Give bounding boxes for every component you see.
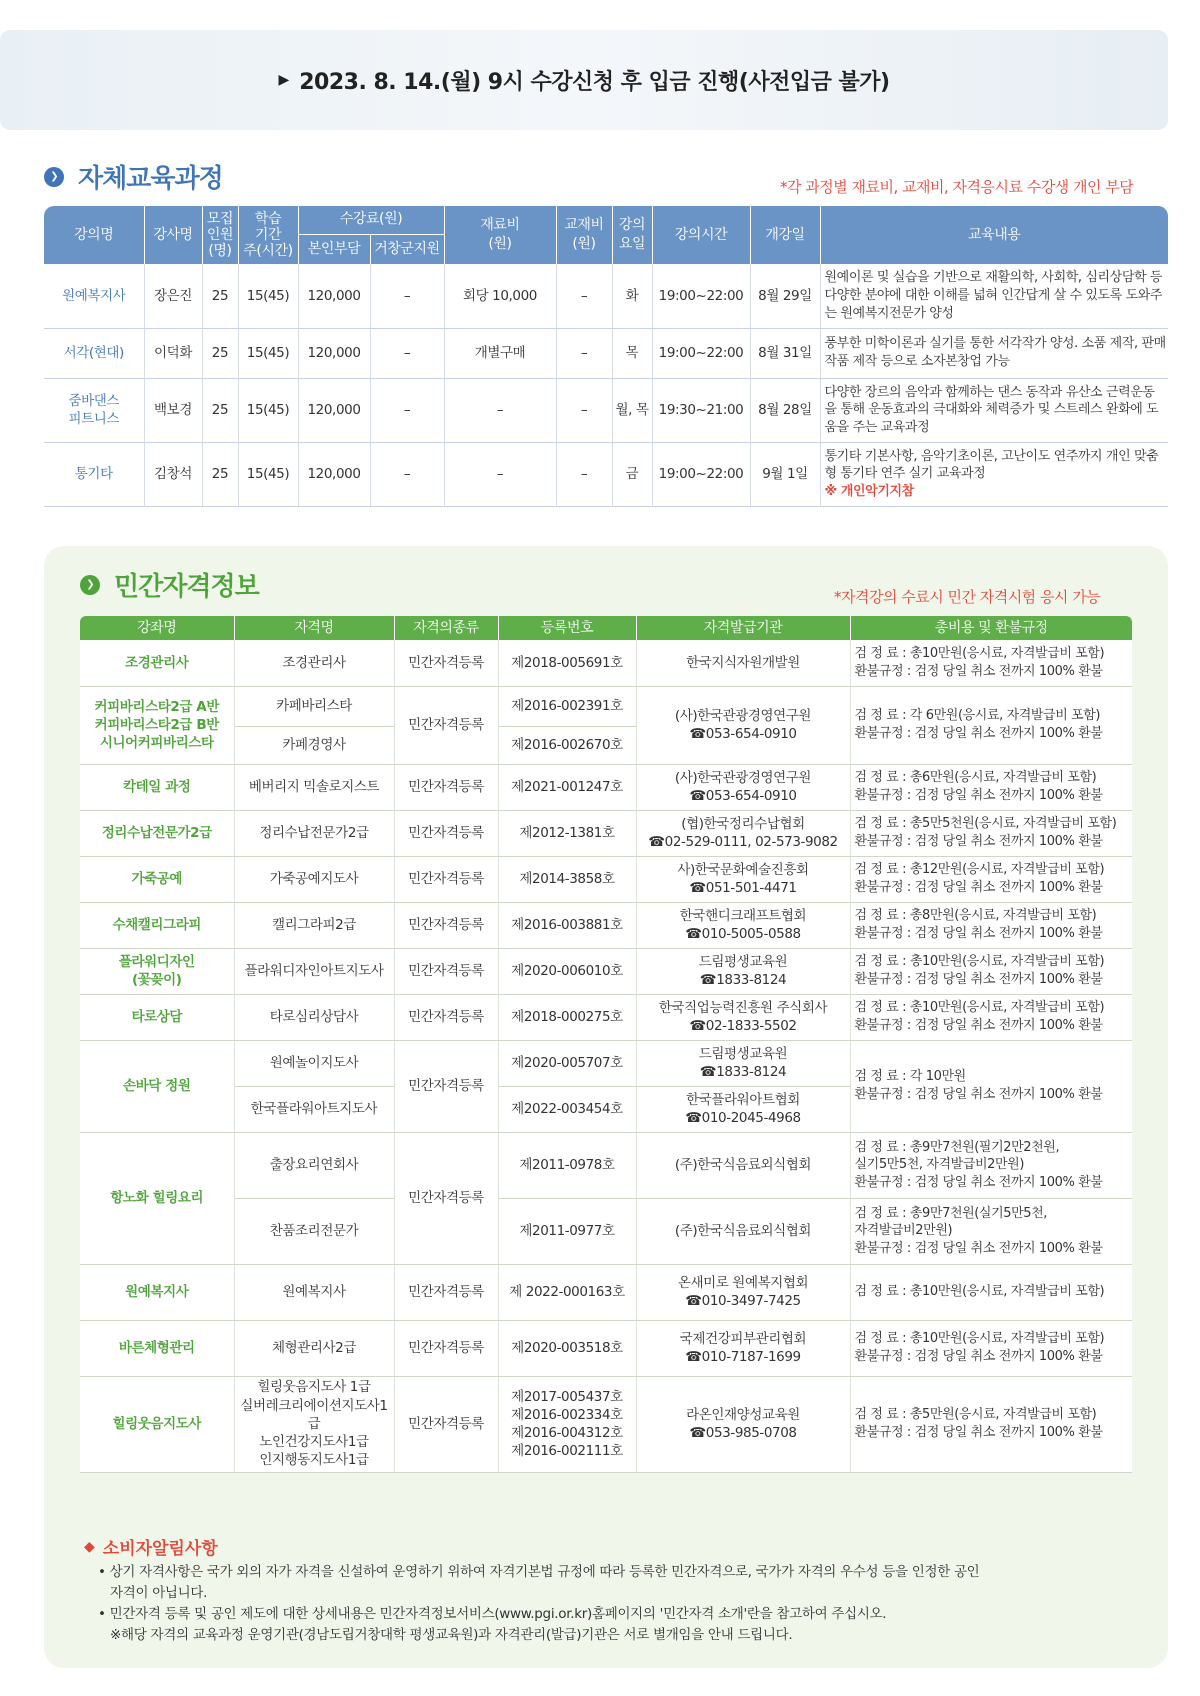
- refund-line: 환불규정 : 검정 당일 취소 전까지 100% 환불: [854, 972, 1103, 987]
- th-period: 학습 기간 주(시간): [238, 206, 298, 264]
- table-row: [80, 994, 1132, 1040]
- period: 15(45): [238, 378, 298, 442]
- table-row: [80, 1320, 1132, 1376]
- th-start: 개강일: [750, 206, 820, 264]
- issuer: 한국플라워아트협회 ☎010-2045-4968: [636, 1086, 850, 1132]
- capacity: 25: [202, 378, 238, 442]
- reg-number: 제 2022-000163호: [498, 1264, 636, 1320]
- fee-line: 검 정 료 : 총10만원(응시료, 자격발급비 포함): [854, 954, 1105, 970]
- table-row: [80, 1040, 1132, 1086]
- fee-line: 검 정 료 : 총10만원(응시료, 자격발급비 포함): [854, 646, 1105, 662]
- table-row: [80, 810, 1132, 856]
- capacity: 25: [202, 264, 238, 328]
- reg-number: 제2018-005691호: [498, 640, 636, 686]
- start: 9월 1일: [750, 442, 820, 506]
- section2-note: *자격강의 수료시 민간 자격시험 응시 가능: [834, 588, 1101, 606]
- course-name: 힐링웃음지도사: [80, 1376, 234, 1472]
- day: 화: [612, 264, 652, 328]
- top-banner: [0, 30, 1168, 130]
- th-time: 강의시간: [652, 206, 750, 264]
- course-name: 정리수납전문가2급: [80, 810, 234, 856]
- course-name: 수채캘리그라피: [80, 902, 234, 948]
- period: 15(45): [238, 328, 298, 378]
- th-material: 재료비 (원): [444, 206, 556, 264]
- issuer: (주)한국식음료외식협회: [636, 1132, 850, 1198]
- cert-kind: 민간자격등록: [394, 1264, 498, 1320]
- issuer: 한국핸디크래프트협회 ☎010-5005-0588: [636, 902, 850, 948]
- refund-line: 환불규정 : 검정 당일 취소 전까지 100% 환불: [854, 1349, 1103, 1364]
- start: 8월 28일: [750, 378, 820, 442]
- refund-line: 환불규정 : 검정 당일 취소 전까지 100% 환불: [854, 726, 1103, 741]
- reg-number: 제2020-006010호: [498, 948, 636, 994]
- fee-support: –: [370, 378, 444, 442]
- certification-table: [80, 616, 1132, 1473]
- th-day: 강의 요일: [612, 206, 652, 264]
- fee-self: 120,000: [298, 442, 370, 506]
- fee-line: 검 정 료 : 총10만원(응시료, 자격발급비 포함): [854, 1331, 1105, 1347]
- course-row: [44, 442, 1168, 506]
- cert-name: 타로심리상담사: [234, 994, 394, 1040]
- th-capacity: 모집 인원 (명): [202, 206, 238, 264]
- course-table: [44, 206, 1168, 507]
- fee-line: 검 정 료 : 총8만원(응시료, 자격발급비 포함): [854, 908, 1097, 924]
- th-textbook: 교재비 (원): [556, 206, 612, 264]
- cert-kind: 민간자격등록: [394, 764, 498, 810]
- time: 19:00~22:00: [652, 264, 750, 328]
- cert-name: 카페경영사: [234, 726, 394, 764]
- refund-line: 환불규정 : 검정 당일 취소 전까지 100% 환불: [854, 1018, 1103, 1033]
- section1-title-text: 자체교육과정: [78, 164, 223, 194]
- issuer: 온새미로 원예복지협회 ☎010-3497-7425: [636, 1264, 850, 1320]
- instructor: 이덕화: [144, 328, 202, 378]
- fee-cell: [850, 640, 1132, 686]
- period: 15(45): [238, 442, 298, 506]
- issuer: (협)한국정리수납협회 ☎02-529-0111, 02-573-9082: [636, 810, 850, 856]
- reg-number: 제2014-3858호: [498, 856, 636, 902]
- notice-line: • 상기 자격사항은 국가 외의 자가 자격을 신설하여 운영하기 위하여 자격기본법 규정에 따라 등록한 민간자격으로, 국가가 자격의 우수성 등을 인정한 공인: [98, 1564, 980, 1580]
- table-row: [80, 686, 1132, 726]
- th-instructor: 강사명: [144, 206, 202, 264]
- material: 회당 10,000: [444, 264, 556, 328]
- issuer: 한국지식자원개발원: [636, 640, 850, 686]
- time: 19:00~22:00: [652, 442, 750, 506]
- table-row: [80, 856, 1132, 902]
- notice-line: • 민간자격 등록 및 공인 제도에 대한 상세내용은 민간자격정보서비스(www.pgi.or.kr)홈페이지의 '민간자격 소개'란을 참고하여 주십시오.: [98, 1605, 887, 1622]
- diamond-icon: ◆: [84, 1538, 95, 1555]
- cert-name: 원예복지사: [234, 1264, 394, 1320]
- course-name: 항노화 힐링요리: [80, 1132, 234, 1264]
- start: 8월 29일: [750, 264, 820, 328]
- cert-name: 원예놀이지도사: [234, 1040, 394, 1086]
- cert-name: 출장요리연회사: [234, 1132, 394, 1198]
- fee-cell: [850, 1264, 1132, 1320]
- table-row: [80, 764, 1132, 810]
- section2-title: [80, 566, 259, 603]
- fee-support: –: [370, 442, 444, 506]
- course-name: 커피바리스타2급 A반 커피바리스타2급 B반 시니어커피바리스타: [80, 686, 234, 764]
- th-fee: 총비용 및 환불규정: [850, 616, 1132, 640]
- cert-name: 조경관리사: [234, 640, 394, 686]
- th-course: 강좌명: [80, 616, 234, 640]
- issuer: (사)한국관광경영연구원 ☎053-654-0910: [636, 764, 850, 810]
- day: 금: [612, 442, 652, 506]
- cert-kind: 민간자격등록: [394, 948, 498, 994]
- table-row: [80, 902, 1132, 948]
- content: 다양한 장르의 음악과 함께하는 댄스 동작과 유산소 근력운동을 통해 운동효과의 극대화와 체력증가 및 스트레스 완화에 도움을 주는 교육과정: [820, 378, 1168, 442]
- capacity: 25: [202, 442, 238, 506]
- th-kind: 자격의종류: [394, 616, 498, 640]
- fee-cell: [850, 1376, 1132, 1472]
- course-row: [44, 264, 1168, 328]
- reg-number: 제2016-003881호: [498, 902, 636, 948]
- course-row: [44, 378, 1168, 442]
- fee-line: 검 정 료 : 총10만원(응시료, 자격발급비 포함): [854, 1000, 1105, 1016]
- capacity: 25: [202, 328, 238, 378]
- cert-kind: 민간자격등록: [394, 810, 498, 856]
- cert-name: 체형관리사2급: [234, 1320, 394, 1376]
- cert-kind: 민간자격등록: [394, 856, 498, 902]
- course-name: 서각(현대): [44, 328, 144, 378]
- consumer-notice-title-text: 소비자알림사항: [102, 1539, 218, 1559]
- instructor: 김창석: [144, 442, 202, 506]
- th-content: 교육내용: [820, 206, 1168, 264]
- fee-cell: [850, 902, 1132, 948]
- fee-line: 검 정 료 : 총12만원(응시료, 자격발급비 포함): [854, 862, 1105, 878]
- course-name: 타로상담: [80, 994, 234, 1040]
- notice-line: 자격이 아닙니다.: [98, 1584, 208, 1601]
- day: 목: [612, 328, 652, 378]
- fee-cell: [850, 994, 1132, 1040]
- table-row: [80, 948, 1132, 994]
- content: 풍부한 미학이론과 실기를 통한 서각작가 양성. 소품 제작, 판매 작품 제작 등으로 소자본창업 가능: [820, 328, 1168, 378]
- cert-kind: 민간자격등록: [394, 1320, 498, 1376]
- fee-cell: [850, 856, 1132, 902]
- refund-line: 환불규정 : 검정 당일 취소 전까지 100% 환불: [854, 788, 1103, 803]
- instructor: 백보경: [144, 378, 202, 442]
- reg-number: 제2020-005707호: [498, 1040, 636, 1086]
- th-cert: 자격명: [234, 616, 394, 640]
- fee-cell: [850, 948, 1132, 994]
- play-triangle-icon: ▶: [278, 72, 290, 88]
- course-name: 원예복지사: [80, 1264, 234, 1320]
- material: 개별구매: [444, 328, 556, 378]
- issuer: (사)한국관광경영연구원 ☎053-654-0910: [636, 686, 850, 764]
- content-cell: [820, 442, 1168, 506]
- textbook: –: [556, 264, 612, 328]
- instructor: 장은진: [144, 264, 202, 328]
- fee-cell: [850, 1040, 1132, 1132]
- consumer-notice-body: [98, 1562, 1138, 1646]
- cert-name: 가죽공예지도사: [234, 856, 394, 902]
- table-row: [80, 1198, 1132, 1264]
- banner-text: 2023. 8. 14.(월) 9시 수강신청 후 입금 진행(사전입금 불가): [299, 69, 890, 95]
- th-course: 강의명: [44, 206, 144, 264]
- fee-line: 검 정 료 : 총5만원(응시료, 자격발급비 포함): [854, 1407, 1097, 1423]
- cert-kind: 민간자격등록: [394, 1040, 498, 1132]
- course-row: [44, 328, 1168, 378]
- notice-line: ※해당 자격의 교육과정 운영기관(경남도립거창대학 평생교육원)과 자격관리(발급)기관은 서로 별개임을 안내 드립니다.: [98, 1626, 793, 1643]
- table-row: [80, 640, 1132, 686]
- reg-number: 제2012-1381호: [498, 810, 636, 856]
- time: 19:30~21:00: [652, 378, 750, 442]
- cert-name: 힐링웃음지도사 1급 실버레크리에이션지도사1급 노인건강지도사1급 인지행동지도사1급: [234, 1376, 394, 1472]
- th-fee-support: 거창군지원: [370, 234, 444, 264]
- fee-support: –: [370, 264, 444, 328]
- th-issuer: 자격발급기관: [636, 616, 850, 640]
- section1-title: [44, 158, 223, 195]
- section2-title-text: 민간자격정보: [114, 572, 259, 602]
- period: 15(45): [238, 264, 298, 328]
- table-row: [80, 1264, 1132, 1320]
- cert-name: 플라워디자인아트지도사: [234, 948, 394, 994]
- course-name: 바른체형관리: [80, 1320, 234, 1376]
- reg-number: 제2011-0977호: [498, 1198, 636, 1264]
- issuer: 라온인재양성교육원 ☎053-985-0708: [636, 1376, 850, 1472]
- issuer: 사)한국문화예술진흥회 ☎051-501-4471: [636, 856, 850, 902]
- fee-line: 검 정 료 : 총5만5천원(응시료, 자격발급비 포함): [854, 816, 1117, 832]
- course-name: 플라워디자인 (꽃꽂이): [80, 948, 234, 994]
- table-row: [80, 1376, 1132, 1472]
- cert-name: 카페바리스타: [234, 686, 394, 726]
- cert-kind: 민간자격등록: [394, 640, 498, 686]
- course-name: 조경관리사: [80, 640, 234, 686]
- th-fee-self: 본인부담: [298, 234, 370, 264]
- cert-name: 한국플라워아트지도사: [234, 1086, 394, 1132]
- material: –: [444, 378, 556, 442]
- refund-line: 환불규정 : 검정 당일 취소 전까지 100% 환불: [854, 880, 1103, 895]
- fee-support: –: [370, 328, 444, 378]
- fee-line: 검 정 료 : 총6만원(응시료, 자격발급비 포함): [854, 770, 1097, 786]
- course-name: 손바닥 정원: [80, 1040, 234, 1132]
- refund-line: 환불규정 : 검정 당일 취소 전까지 100% 환불: [854, 834, 1103, 849]
- cert-name: 정리수납전문가2급: [234, 810, 394, 856]
- fee-cell: [850, 764, 1132, 810]
- fee-line: 검 정 료 : 총10만원(응시료, 자격발급비 포함): [854, 1284, 1105, 1300]
- content: 원예이론 및 실습을 기반으로 재활의학, 사회학, 심리상담학 등 다양한 분야에 대한 이해를 넓혀 인간답게 살 수 있도록 도와주는 원예복지전문가 양성: [820, 264, 1168, 328]
- course-name: 원예복지사: [44, 264, 144, 328]
- cert-kind: 민간자격등록: [394, 1376, 498, 1472]
- course-name: 통기타: [44, 442, 144, 506]
- issuer: (주)한국식음료외식협회: [636, 1198, 850, 1264]
- reg-number: 제2017-005437호 제2016-002334호 제2016-004312호 제2016-002111호: [498, 1376, 636, 1472]
- textbook: –: [556, 442, 612, 506]
- textbook: –: [556, 328, 612, 378]
- reg-number: 제2022-003454호: [498, 1086, 636, 1132]
- issuer: 한국직업능력진흥원 주식회사 ☎02-1833-5502: [636, 994, 850, 1040]
- reg-number: 제2011-0978호: [498, 1132, 636, 1198]
- chevron-right-icon: ❯: [44, 167, 64, 187]
- fee-cell: [850, 1320, 1132, 1376]
- consumer-notice-title: [84, 1534, 218, 1559]
- issuer: 드림평생교육원 ☎1833-8124: [636, 1040, 850, 1086]
- refund-line: 환불규정 : 검정 당일 취소 전까지 100% 환불: [854, 926, 1103, 941]
- material: –: [444, 442, 556, 506]
- fee-self: 120,000: [298, 264, 370, 328]
- warning-note: ※ 개인악기지참: [824, 483, 914, 499]
- cert-kind: 민간자격등록: [394, 994, 498, 1040]
- reg-number: 제2016-002670호: [498, 726, 636, 764]
- section1-note: *각 과정별 재료비, 교재비, 자격응시료 수강생 개인 부담: [780, 178, 1134, 196]
- cert-kind: 민간자격등록: [394, 686, 498, 764]
- cert-name: 찬품조리전문가: [234, 1198, 394, 1264]
- fee-cell: 검 정 료 : 총9만7천원(실기5만5천, 자격발급비2만원) 환불규정 : 검정 당일 취소 전까지 100% 환불: [850, 1198, 1132, 1264]
- issuer: 드림평생교육원 ☎1833-8124: [636, 948, 850, 994]
- refund-line: 환불규정 : 검정 당일 취소 전까지 100% 환불: [854, 663, 1103, 679]
- th-reg: 등록번호: [498, 616, 636, 640]
- chevron-right-icon: ❯: [80, 575, 100, 595]
- textbook: –: [556, 378, 612, 442]
- reg-number: 제2016-002391호: [498, 686, 636, 726]
- course-name: 가죽공예: [80, 856, 234, 902]
- reg-number: 제2021-001247호: [498, 764, 636, 810]
- refund-line: 환불규정 : 검정 당일 취소 전까지 100% 환불: [854, 1087, 1103, 1102]
- cert-name: 베버리지 믹솔로지스트: [234, 764, 394, 810]
- content: 통기타 기본사항, 음악기초이론, 고난이도 연주까지 개인 맞춤형 통기타 연주 실기 교육과정: [824, 448, 1159, 482]
- refund-line: 환불규정 : 검정 당일 취소 전까지 100% 환불: [854, 1425, 1103, 1440]
- reg-number: 제2018-000275호: [498, 994, 636, 1040]
- fee-cell: [850, 810, 1132, 856]
- table-row: [80, 1132, 1132, 1198]
- th-fee-group: 수강료(원): [298, 206, 444, 234]
- reg-number: 제2020-003518호: [498, 1320, 636, 1376]
- cert-kind: 민간자격등록: [394, 1132, 498, 1264]
- fee-cell: 검 정 료 : 총9만7천원(필기2만2천원, 실기5만5천, 자격발급비2만원) 환불규정 : 검정 당일 취소 전까지 100% 환불: [850, 1132, 1132, 1198]
- fee-self: 120,000: [298, 328, 370, 378]
- fee-cell: [850, 686, 1132, 764]
- fee-line: 검 정 료 : 각 10만원: [854, 1069, 966, 1085]
- course-name: 칵테일 과정: [80, 764, 234, 810]
- time: 19:00~22:00: [652, 328, 750, 378]
- fee-self: 120,000: [298, 378, 370, 442]
- day: 월, 목: [612, 378, 652, 442]
- start: 8월 31일: [750, 328, 820, 378]
- cert-kind: 민간자격등록: [394, 902, 498, 948]
- course-name: 줌바댄스 피트니스: [44, 378, 144, 442]
- fee-line: 검 정 료 : 각 6만원(응시료, 자격발급비 포함): [854, 708, 1101, 724]
- issuer: 국제건강피부관리협회 ☎010-7187-1699: [636, 1320, 850, 1376]
- cert-name: 캘리그라피2급: [234, 902, 394, 948]
